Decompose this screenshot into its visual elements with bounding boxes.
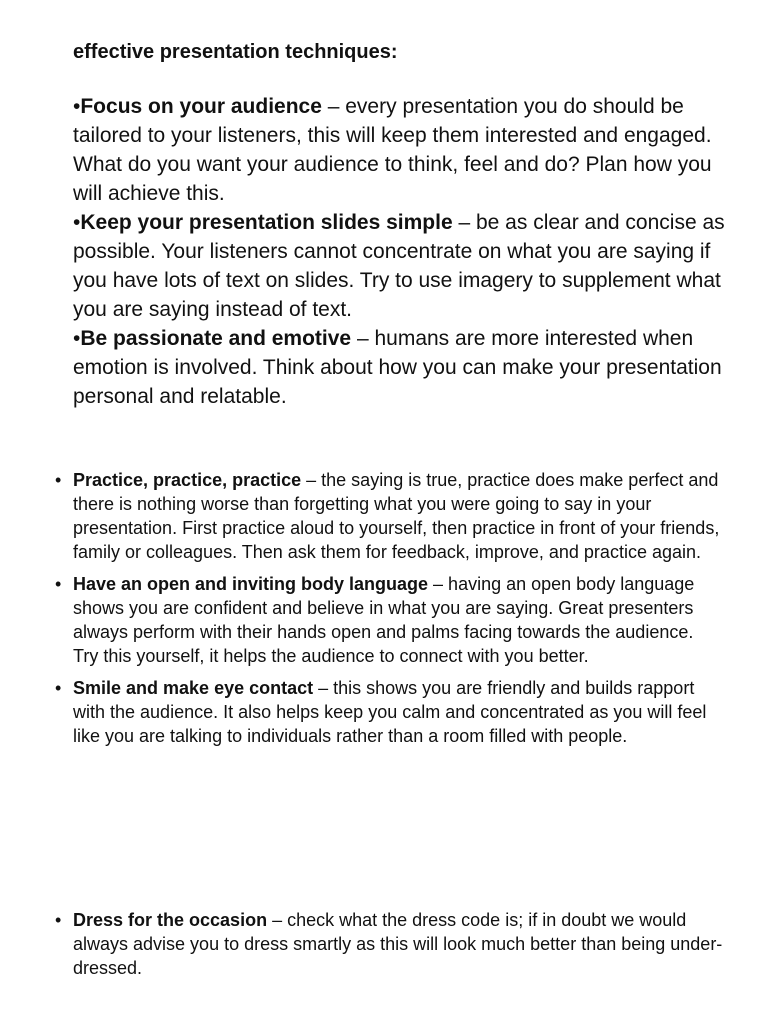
point-title: Be passionate and emotive bbox=[80, 327, 352, 350]
tip-smile-eye-contact bbox=[55, 676, 723, 748]
bullet-marker: • bbox=[55, 574, 62, 594]
point-body: – every presentation you do should be tailored to your listeners, this will keep them interested and engaged. What do you want your audience to think, feel and do? Plan how you will achieve this. bbox=[73, 95, 712, 205]
tip-title: Practice, practice, practice bbox=[73, 470, 302, 490]
bullet-marker: • bbox=[73, 327, 81, 350]
point-title: Focus on your audience bbox=[80, 95, 322, 118]
tip-body: – this shows you are friendly and builds rapport with the audience. It also helps keep you calm and concentrated as you will feel like you are talking to individuals rather than a room filled with people. bbox=[73, 678, 707, 746]
intro-point-slides-simple bbox=[73, 208, 733, 324]
bullet-marker: • bbox=[73, 95, 81, 118]
tips-list-2 bbox=[55, 908, 723, 988]
bullet-marker: • bbox=[55, 910, 62, 930]
tips-list-1 bbox=[55, 468, 723, 756]
tip-title: Smile and make eye contact bbox=[73, 678, 314, 698]
point-body: – be as clear and concise as possible. Your listeners cannot concentrate on what you are saying if you have lots of text on slides. Try to use imagery to supplement what you are saying instead of text. bbox=[73, 211, 725, 321]
intro-point-focus-audience bbox=[73, 92, 733, 208]
intro-point-passionate bbox=[73, 324, 733, 411]
tip-title: Have an open and inviting body language bbox=[73, 574, 429, 594]
tip-title: Dress for the occasion bbox=[73, 910, 268, 930]
point-body: – humans are more interested when emotion is involved. Think about how you can make your presentation personal and relatable. bbox=[73, 327, 722, 408]
tip-practice bbox=[55, 468, 723, 564]
tip-body: – having an open body language shows you are confident and believe in what you are saying. Great presenters always perform with their hands open and palms facing towards the audience. Try this yourself, it helps the audience to connect with you better. bbox=[73, 574, 695, 666]
intro-points bbox=[73, 92, 733, 411]
tip-body: – the saying is true, practice does make perfect and there is nothing worse than forgetting what you were going to say in your presentation. First practice aloud to yourself, then practice in front of your friends, family or colleagues. Then ask them for feedback, improve, and practice again. bbox=[73, 470, 720, 562]
tip-body-language bbox=[55, 572, 723, 668]
bullet-marker: • bbox=[73, 211, 81, 234]
bullet-marker: • bbox=[55, 678, 62, 698]
bullet-marker: • bbox=[55, 470, 62, 490]
point-title: Keep your presentation slides simple bbox=[80, 211, 453, 234]
tip-body: – check what the dress code is; if in doubt we would always advise you to dress smartly as this will look much better than being under-dressed. bbox=[73, 910, 723, 978]
tip-dress-occasion bbox=[55, 908, 723, 980]
document-heading: effective presentation techniques: bbox=[73, 41, 398, 63]
